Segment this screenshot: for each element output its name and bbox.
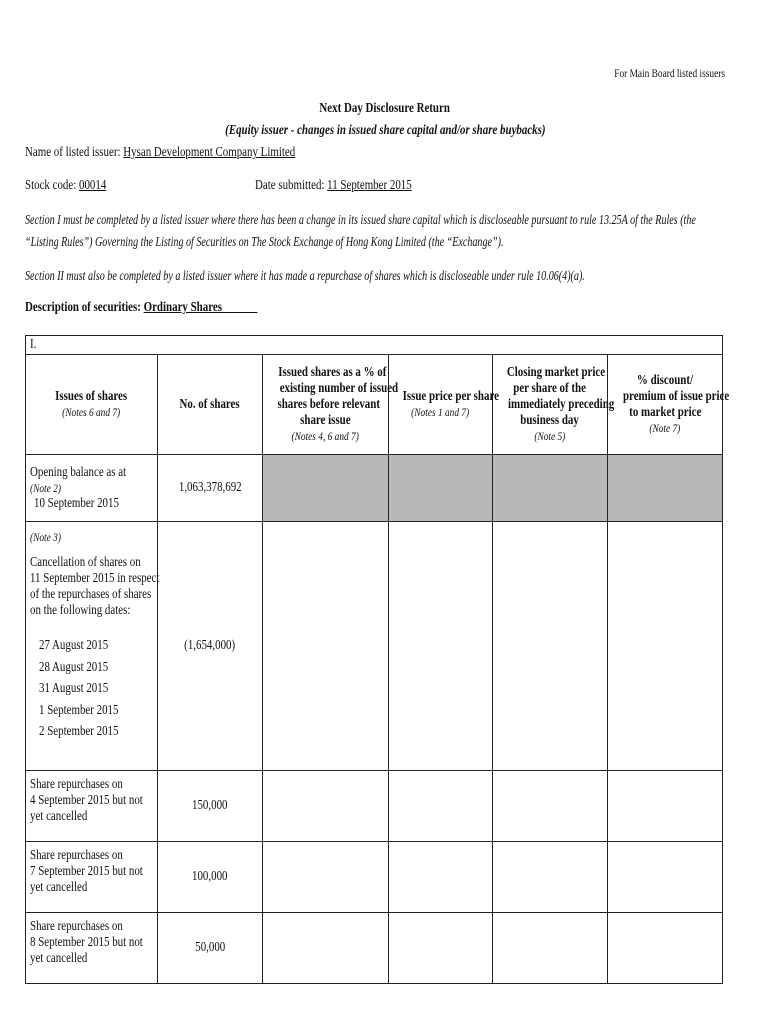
stock-code-label: Stock code: bbox=[25, 178, 77, 193]
header-issues-of-shares: Issues of shares (Notes 6 and 7) bbox=[26, 355, 158, 455]
header-discount-premium: % discount/ premium of issue price to market price (Note 7) bbox=[608, 355, 723, 455]
table-header-row bbox=[26, 355, 723, 455]
issuer-name-value: Hysan Development Company Limited bbox=[123, 145, 296, 160]
cancellation-shares: (1,654,000) bbox=[158, 522, 263, 771]
description-label: Description of securities: bbox=[25, 300, 141, 315]
stock-code-value: 00014 bbox=[78, 178, 107, 193]
repurchase-label-cell: Share repurchases on 8 September 2015 but not yet cancelled bbox=[26, 913, 158, 984]
opening-balance-shares: 1,063,378,692 bbox=[158, 455, 263, 522]
document-title: Next Day Disclosure Return bbox=[319, 101, 451, 116]
securities-description bbox=[25, 300, 323, 316]
header-issue-price: Issue price per share (Notes 1 and 7) bbox=[389, 355, 493, 455]
section-1-line-2: “Listing Rules”) Governing the Listing of Securities on The Stock Exchange of Hong Kong Limited (the “Exchange”). bbox=[25, 235, 504, 250]
board-note: For Main Board listed issuers bbox=[614, 66, 725, 80]
shaded-cell bbox=[493, 455, 608, 522]
date-submitted-value: 11 September 2015 bbox=[327, 178, 412, 193]
cancellation-label-cell: (Note 3) Cancellation of shares on 11 September 2015 in respect of the repurchases of shares on the following dates: 27 August 2015 28 August 2015 31 August 2015 1 September 2015 2 September 2015 bbox=[26, 522, 158, 771]
shaded-cell bbox=[608, 455, 723, 522]
repurchase-label-cell: Share repurchases on 7 September 2015 but not yet cancelled bbox=[26, 842, 158, 913]
section-2-instructions bbox=[25, 266, 716, 288]
repurchase-shares: 150,000 bbox=[158, 771, 263, 842]
header-issued-shares-pct: Issued shares as a % of existing number of issued shares before relevant share issue (Notes 4, 6 and 7) bbox=[263, 355, 389, 455]
section-1-line-1: Section I must be completed by a listed issuer where there has been a change in its issued share capital which is discloseable pursuant to rule 13.25A of the Rules (the bbox=[25, 213, 696, 228]
shaded-cell bbox=[263, 455, 389, 522]
section-marker-cell: I. bbox=[26, 336, 723, 355]
document-subtitle: (Equity issuer - changes in issued share capital and/or share buybacks) bbox=[224, 123, 546, 138]
description-value: Ordinary Shares bbox=[143, 300, 222, 315]
section-2-line: Section II must also be completed by a listed issuer where it has made a repurchase of shares which is discloseable under rule 10.06(4)(a). bbox=[25, 269, 585, 284]
cancellation-row bbox=[26, 522, 723, 771]
repurchase-row bbox=[26, 842, 723, 913]
repurchase-label-cell: Share repurchases on 4 September 2015 but not yet cancelled bbox=[26, 771, 158, 842]
shaded-cell bbox=[389, 455, 493, 522]
date-submitted-line bbox=[255, 178, 456, 194]
header-closing-market-price: Closing market price per share of the immediately preceding business day (Note 5) bbox=[493, 355, 608, 455]
repurchase-row bbox=[26, 913, 723, 984]
stock-code-line bbox=[25, 178, 129, 194]
opening-balance-row bbox=[26, 455, 723, 522]
date-submitted-label: Date submitted: bbox=[255, 178, 325, 193]
share-capital-table bbox=[25, 335, 730, 984]
repurchase-row bbox=[26, 771, 723, 842]
section-1-instructions bbox=[25, 210, 716, 254]
header-no-of-shares: No. of shares bbox=[158, 355, 263, 455]
issuer-name-line bbox=[25, 145, 371, 161]
issuer-name-label: Name of listed issuer: bbox=[25, 145, 121, 160]
repurchase-shares: 100,000 bbox=[158, 842, 263, 913]
opening-balance-label-cell: Opening balance as at (Note 2) 10 September 2015 bbox=[26, 455, 158, 522]
repurchase-shares: 50,000 bbox=[158, 913, 263, 984]
